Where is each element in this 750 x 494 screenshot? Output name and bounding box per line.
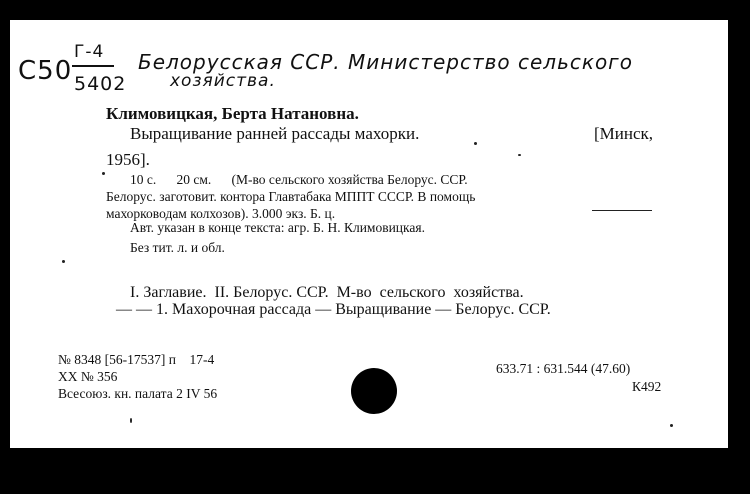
collation-line1: 10 с. 20 см. (М-во сельского хозяйства Белорус. ССР. (130, 172, 468, 187)
note-title-page: Без тит. л. и обл. (130, 240, 225, 255)
catalog-card (10, 20, 728, 448)
call-number-main: C50 (18, 56, 73, 86)
title-place: [Минск, (594, 124, 654, 143)
collation-line3: махорководам колхозов). 3.000 экз. Б. ц. (106, 206, 336, 221)
classification-index: 633.71 : 631.544 (47.60) (496, 361, 631, 376)
scan-speck (130, 418, 132, 423)
punch-hole (351, 368, 397, 414)
title-year: 1956]. (106, 150, 150, 169)
collation-line2: Белорус. заготовит. контора Главтабака МППТ СССР. В помощь (106, 189, 476, 204)
handwritten-heading-line2: хозяйства. (170, 71, 276, 91)
note-author: Авт. указан в конце текста: агр. Б. Н. Климовицкая. (130, 220, 425, 235)
registry-xx: XX № 356 (58, 369, 118, 384)
call-number-divider (72, 65, 114, 67)
tracing-line1: I. Заглавие. II. Белорус. ССР. М-во сельского хозяйства. (130, 284, 524, 301)
scan-speck (592, 210, 652, 211)
cutter-number: К492 (632, 379, 662, 394)
author-heading: Климовицкая, Берта Натановна. (106, 104, 359, 123)
scan-speck (670, 424, 673, 427)
title-line1: Выращивание ранней рассады махорки. (130, 124, 420, 143)
registry-number: № 8348 [56-17537] п 17-4 (58, 352, 215, 367)
scan-speck (62, 260, 65, 263)
registry-chamber: Всесоюз. кн. палата 2 IV 56 (58, 386, 218, 401)
call-number-bottom: 5402 (74, 73, 127, 95)
call-number-top: Г-4 (74, 42, 105, 62)
scan-speck (102, 172, 105, 175)
scan-speck (474, 142, 477, 145)
scan-speck (518, 154, 521, 156)
tracing-line2: — — 1. Махорочная рассада — Выращивание — Белорус. ССР. (116, 301, 551, 318)
handwritten-heading-line1: Белорусская ССР. Министерство сельского (138, 50, 633, 74)
